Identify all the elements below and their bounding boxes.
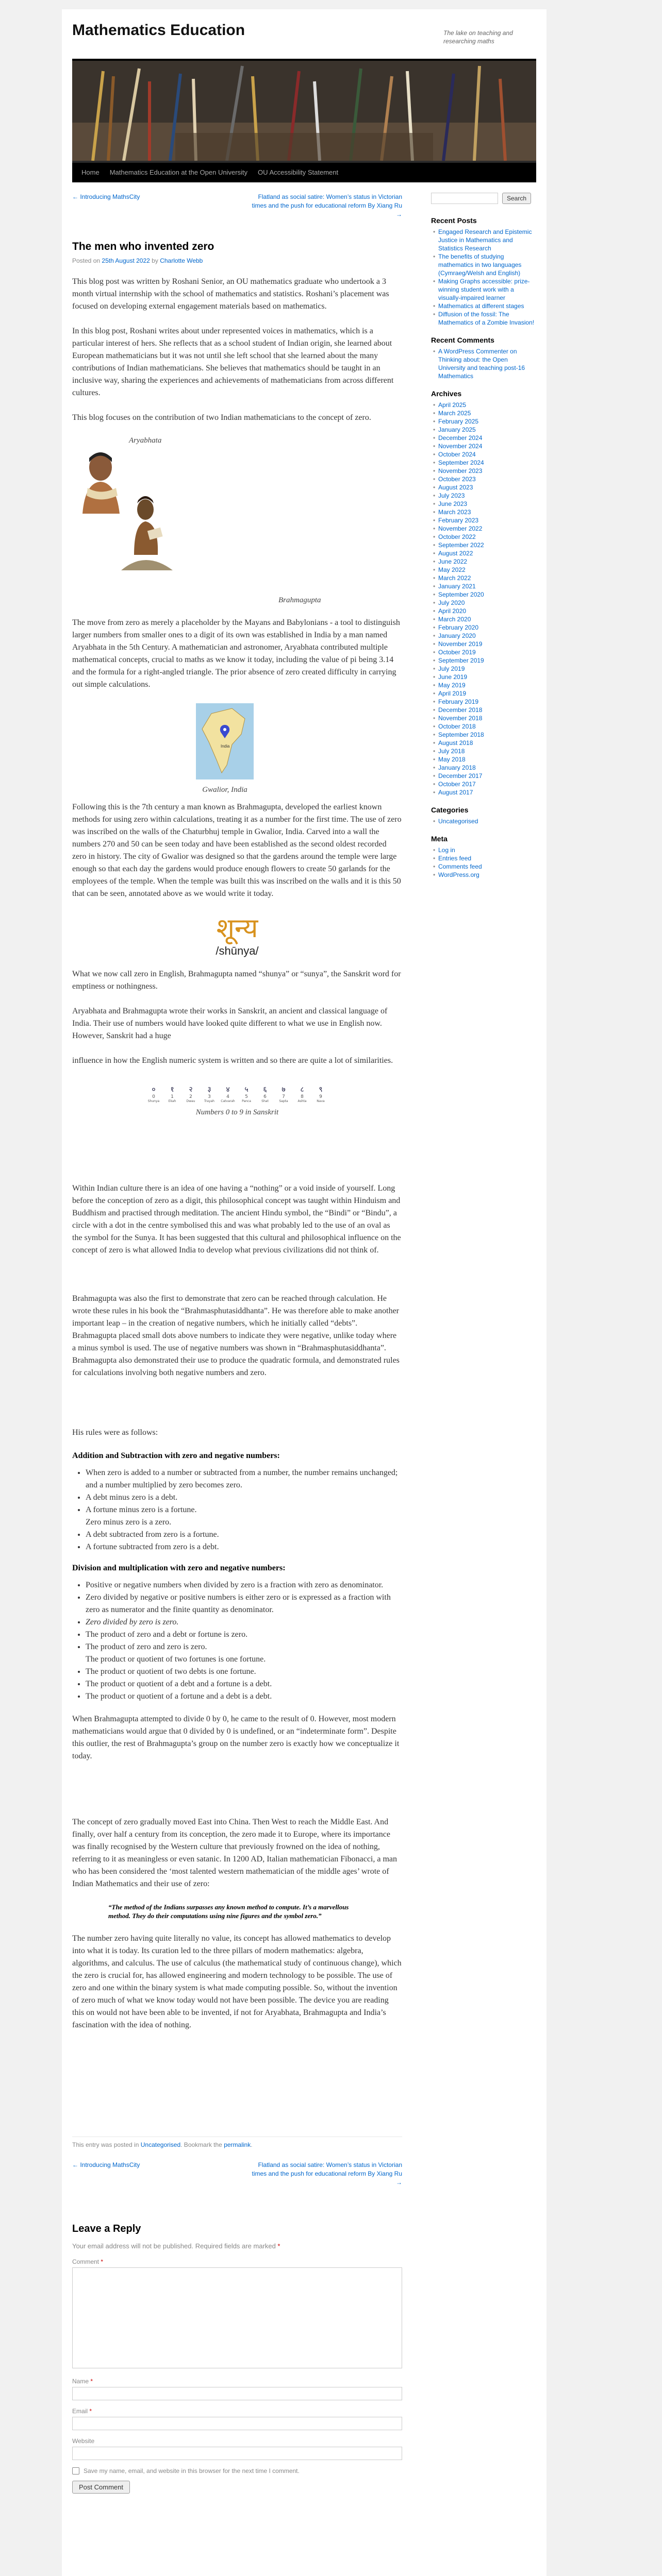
numeral-name: Shunya [147,1099,160,1103]
recent-post-link[interactable]: • Diffusion of the fossil: The Mathematics of a Zombie Invasion! [438,310,536,327]
post-meta [72,257,402,264]
numeral-name: Sapta [279,1099,288,1103]
paragraph: The number zero having quite literally no value, its concept has allowed mathematics to develop into what it is today. Its curation led to the three pillars of modern mathematics: algebra, algorithms, and calculus. The use of calculus (the mathematical study of continuous change), which the zero is crucial for, has allowed engineering and modern technology to be possible. The use of zero and one within the binary system is what made computing possible. So, without the invention of zero much of what we know today would not have been possible. The device you are reading this on would not have been able to be invented, if not for Aryabhata, Brahmagupta and India’s fascination with the idea of nothing. [72,1934,402,2029]
numeral-name: Trayah [204,1099,214,1103]
archive-link[interactable]: • January 2018 [438,764,536,772]
arabic-digit: 4 [226,1094,229,1099]
post-title: The men who invented zero [72,241,214,252]
search-button[interactable]: Search [502,193,531,204]
required-mark: * [89,2408,92,2415]
map-caption: Gwalior, India [202,786,247,794]
archive-link[interactable]: • May 2018 [438,755,536,764]
archive-link[interactable]: • November 2024 [438,442,536,450]
list-item: • The product of zero and zero is zero. [86,1641,402,1653]
archive-link[interactable]: • April 2025 [438,401,536,409]
email-field[interactable] [72,2417,402,2430]
archive-link[interactable]: • November 2019 [438,640,536,648]
comment-label-text: Comment [72,2258,100,2265]
archive-link[interactable]: • February 2019 [438,698,536,706]
arabic-digit: 2 [189,1094,192,1099]
recent-comments-list [431,347,536,380]
author-link[interactable]: Charlotte Webb [160,257,203,264]
meta-link[interactable]: • WordPress.org [438,871,536,879]
arabic-digit: 0 [152,1094,155,1099]
paragraph: His rules were as follows: [72,1428,158,1437]
nav-item-home[interactable]: Home [81,168,100,176]
name-field[interactable] [72,2387,402,2400]
archives-widget [431,389,536,796]
save-info-checkbox[interactable] [72,2467,79,2475]
search-form [431,193,536,204]
utility-prefix: This entry was posted in [72,2141,139,2148]
header-image [72,59,536,163]
meta-title: Meta [431,835,448,843]
list-item: The product or quotient of two fortunes is one fortune. [86,1655,266,1664]
site-description: The lake on teaching and researching maths [443,29,513,45]
recent-post-link[interactable]: • The benefits of studying mathematics in two languages (Cymraeg/Welsh and English) [438,252,536,277]
comment-label [72,2258,402,2265]
website-field[interactable] [72,2447,402,2460]
reply-title: Leave a Reply [72,2223,141,2234]
archive-link[interactable]: • August 2017 [438,788,536,796]
sanskrit-digit: ८ [300,1086,304,1094]
post-navigation-top [72,193,402,219]
save-info-label: Save my name, email, and website in this browser for the next time I comment. [84,2467,300,2475]
paragraph: This blog post was written by Roshani Senior, an OU mathematics graduate who undertook a 3 month virtual internship with the school of mathematics and statistics. Roshani’s placement was focused on developing external engagement materials based on mathematics. [72,277,389,311]
archive-link[interactable]: • October 2019 [438,648,536,656]
meta-link[interactable]: • Log in [438,846,536,854]
sidebar [431,193,536,879]
sanskrit-digit: ० [152,1086,156,1094]
post-comment-button[interactable]: Post Comment [72,2481,130,2494]
paragraph: The concept of zero gradually moved East into China. Then West to reach the Middle East. And finally, over half a century from its conception, the zero made it to Europe, where its importance was finally recognised by the Western culture that previously frowned on the idea of nothing, referring to it as meaningless or even satanic. In 1200 AD, Italian mathematician Fibonacci, a man who has been considered the ‘most talented western mathematician of the middle ages’ wrote of Indian Mathematics and their use of zero: [72,1818,398,1888]
archive-link[interactable]: • November 2018 [438,714,536,722]
meta-link[interactable]: • Entries feed [438,854,536,862]
meta-widget [431,835,536,879]
sanskrit-digit: १ [170,1086,174,1094]
list-item: • Positive or negative numbers when divided by zero is a fraction with zero as denominator. [86,1579,402,1591]
required-mark: * [90,2378,93,2385]
category-link[interactable]: • Uncategorised [438,817,536,825]
name-label-text: Name [72,2378,89,2385]
aryabhata-caption: Aryabhata [129,436,162,445]
sanskrit-digit: ९ [319,1086,323,1094]
numeral-cell [293,1084,311,1103]
numerals-caption: Numbers 0 to 9 in Sanskrit [195,1108,279,1116]
archive-link[interactable]: • March 2023 [438,508,536,516]
paragraph: Brahmagupta was also the first to demonstrate that zero can be reached through calculation. He wrote these rules in his book the “Brahmasphutasiddhanta”. He was therefore able to make another important leap – in the creation of negative numbers, which he initially called “debts”. Brahmagupta placed small dots above numbers to indicate they were negative, unlike today where a minus symbol is used. The use of negative numbers was shown in “Brahmasphutasiddhanta”. Brahmagupta also demonstrated their use to produce the quadratic formula, and demonstrated rules for calculations involving both negative numbers and zero. [72,1294,400,1377]
arabic-digit: 6 [263,1094,267,1099]
fibonacci-quote: “The method of the Indians surpasses any known method to compute. It’s a marvellous method. They do their computations using nine figures and the symbol zero.” [108,1903,349,1920]
list-item: • Zero divided by negative or positive numbers is either zero or is expressed as a fraction with zero as numerator and the finite quantity as denominator. [86,1591,402,1616]
archive-link[interactable]: • July 2018 [438,747,536,755]
numeral-cell [237,1084,256,1103]
list-item: • The product or quotient of two debts is one fortune. [86,1666,402,1678]
list-item: • A debt minus zero is a debt. [86,1492,402,1504]
sanskrit-digit: ४ [226,1086,230,1094]
rules-heading-division: Division and multiplication with zero and negative numbers: [72,1564,286,1572]
list-item: • Zero divided by zero is zero. [86,1616,402,1629]
required-mark: * [101,2258,104,2265]
list-item: • When zero is added to a number or subtracted from a number, the number remains unchanged; and a number multiplied by zero becomes zero. [86,1467,402,1492]
archive-link[interactable]: • February 2023 [438,516,536,524]
recent-post-link[interactable]: • Mathematics at different stages [438,302,536,310]
meta-by: by [152,257,158,264]
nav-item-accessibility[interactable]: OU Accessibility Statement [258,168,339,176]
rules-list-division [72,1579,402,1703]
archive-link[interactable]: • August 2023 [438,483,536,492]
arabic-digit: 7 [282,1094,285,1099]
archive-link[interactable]: • December 2018 [438,706,536,714]
archive-link[interactable]: • June 2023 [438,500,536,508]
post-date-link[interactable]: 25th August 2022 [102,257,150,264]
paragraph: When Brahmagupta attempted to divide 0 by 0, he came to the result of 0. However, most modern mathematicians would argue that 0 divided by 0 is undefined, or an “indeterminate form”. Despite this outlier, the rest of Brahmagupta’s group on the number zero is exactly how we conceptualize it today. [72,1715,400,1760]
reply-note [72,2242,402,2250]
archives-title: Archives [431,389,462,398]
sanskrit-digit: ६ [263,1086,267,1094]
archive-link[interactable]: • June 2019 [438,673,536,681]
numeral-row [144,1084,330,1103]
next-post-link[interactable]: Flatland as social satire: Women’s status in Victorian times and the push for educational reform By Xiang Ru → [252,193,402,218]
arabic-digit: 8 [301,1094,304,1099]
archive-link[interactable]: • April 2019 [438,689,536,698]
next-post-link[interactable]: Flatland as social satire: Women’s status in Victorian times and the push for educational reform By Xiang Ru → [252,2161,402,2186]
shunya-glyph: शून्य [216,913,258,944]
list-item: • A debt subtracted from zero is a fortune. [86,1529,402,1541]
archive-link[interactable]: • October 2022 [438,533,536,541]
meta-prefix: Posted on [72,257,101,264]
arabic-digit: 1 [171,1094,174,1099]
entry-utility [72,2137,402,2148]
archive-link[interactable]: • July 2020 [438,599,536,607]
archive-link[interactable]: • August 2018 [438,739,536,747]
archive-link[interactable]: • January 2025 [438,426,536,434]
recent-comment-link[interactable]: • A WordPress Commenter on Thinking about: the Open University and teaching post-16 Mathematics [438,347,536,380]
archive-link[interactable]: • August 2022 [438,549,536,557]
recent-posts-widget [431,216,536,327]
brahmagupta-caption: Brahmagupta [278,596,321,604]
post-body [72,276,402,2031]
list-item: • The product of zero and a debt or fortune is zero. [86,1629,402,1641]
permalink-link[interactable]: permalink [224,2141,251,2148]
name-label [72,2378,402,2385]
archive-link[interactable]: • March 2020 [438,615,536,623]
sanskrit-digit: ७ [282,1086,286,1094]
paragraph: influence in how the English numeric system is written and so there are quite a lot of similarities. [72,1056,393,1065]
numeral-name: Catvarah [221,1099,235,1103]
shunya-figure [72,912,402,958]
arabic-digit: 9 [319,1094,322,1099]
archive-link[interactable]: • October 2018 [438,722,536,731]
paragraph: Aryabhata and Brahmagupta wrote their works in Sanskrit, an ancient and classical language of India. Their use of numbers would have looked quite different to what we use in English now. However, Sanskrit had a huge [72,1007,388,1040]
save-info-row [72,2467,402,2475]
paragraph: The move from zero as merely a placeholder by the Mayans and Babylonians - a tool to distinguish larger numbers from smaller ones to a digit of its own was established in India by a man named Aryabhata in the 5th Century. A mathematician and astronomer, Aryabhata contributed multiple mathematical concepts, crucial to maths as we know it today, including the value of pi being 3.14 and the formula for a right-angled triangle. The prior absence of zero created difficulty in carrying out simple calculations. [72,618,400,689]
sanskrit-numerals-figure [72,1079,402,1121]
list-item: Zero minus zero is a zero. [86,1518,172,1527]
numeral-name: Panca [242,1099,251,1103]
archives-list [431,401,536,796]
rules-heading-addition: Addition and Subtraction with zero and negative numbers: [72,1451,280,1460]
list-item: • The product or quotient of a debt and a fortune is a debt. [86,1678,402,1690]
numeral-cell [163,1084,181,1103]
rules-list-addition [72,1467,402,1553]
main-content [72,193,402,2494]
recent-post-link[interactable]: • Engaged Research and Epistemic Justice in Mathematics and Statistics Research [438,228,536,252]
archive-link[interactable]: • September 2019 [438,656,536,665]
archive-link[interactable]: • February 2020 [438,623,536,632]
page [62,9,547,2576]
email-label [72,2408,402,2415]
paragraph: This blog focuses on the contribution of two Indian mathematicians to the concept of zero. [72,413,371,422]
archive-link[interactable]: • December 2017 [438,772,536,780]
archive-link[interactable]: • September 2018 [438,731,536,739]
archive-link[interactable]: • June 2022 [438,557,536,566]
numeral-cell [200,1084,219,1103]
categories-title: Categories [431,806,469,814]
archive-link[interactable]: • September 2020 [438,590,536,599]
shunya-transliteration: /shūnya/ [216,944,259,957]
numeral-name: Nava [317,1099,325,1103]
arabic-digit: 5 [245,1094,248,1099]
numeral-name: Shat [261,1099,269,1103]
numeral-cell [144,1084,163,1103]
post-navigation-bottom [72,2161,402,2187]
recent-posts-title: Recent Posts [431,216,477,225]
archive-link[interactable]: • May 2022 [438,566,536,574]
archive-link[interactable]: • April 2020 [438,607,536,615]
categories-widget [431,806,536,825]
archive-link[interactable]: • July 2019 [438,665,536,673]
list-item: • A fortune minus zero is a fortune. [86,1504,402,1516]
archive-link[interactable]: • January 2021 [438,582,536,590]
numeral-cell [181,1084,200,1103]
archive-link[interactable]: • March 2025 [438,409,536,417]
recent-post-link[interactable]: • Making Graphs accessible: prize-winning student work with a visually-impaired learner [438,277,536,302]
numeral-name: Ashta [297,1099,307,1103]
paragraph: What we now call zero in English, Brahmagupta named “shunya” or “sunya”, the Sanskrit word for emptiness or nothingness. [72,970,401,991]
comment-textarea[interactable] [72,2267,402,2368]
nav-item-maths-education[interactable]: Mathematics Education at the Open University [109,168,248,176]
archive-link[interactable]: • July 2023 [438,492,536,500]
website-label: Website [72,2437,95,2445]
india-map [196,703,254,779]
sanskrit-digit: ५ [244,1086,249,1094]
archive-link[interactable]: • October 2017 [438,780,536,788]
categories-list [431,817,536,825]
numeral-cell [311,1084,330,1103]
search-input[interactable] [431,193,498,204]
archive-link[interactable]: • September 2022 [438,541,536,549]
recent-comments-title: Recent Comments [431,336,494,344]
list-item: • The product or quotient of a fortune and a debt is a debt. [86,1690,402,1703]
meta-link[interactable]: • Comments feed [438,862,536,871]
archive-link[interactable]: • February 2025 [438,417,536,426]
map-label: India [221,744,230,749]
archive-link[interactable]: • October 2023 [438,475,536,483]
paragraph: In this blog post, Roshani writes about under represented voices in mathematics, which is a particular interest of hers. She reflects that as a school student of Indian origin, she learned about European mathematicians but it was not until she left school that she learned about the many contributions of Indian mathematicians. She believes that mathematics should be taught in an inclusive way, sharing the experiences and achievements of mathematicians from across different cultures. [72,327,394,397]
reply-note-text: Your email address will not be published. Required fields are marked [72,2242,276,2250]
category-link[interactable]: Uncategorised [140,2141,181,2148]
numeral-name: Dwau [186,1099,195,1103]
paragraph: Within Indian culture there is an idea of one having a “nothing” or a void inside of yourself. Long before the conception of zero as a digit, this philosophical concept was taught within Hinduism and Buddhism and practised through meditation. The ancient Hindu symbol, the “Bindi” or “Bindu”, a circle with a dot in the centre symbolised this and was what probably led to the use of an oval as the symbol for the Sunya. It has been suggested that this cultural and philosophical influence on the concept of zero is what allowed India to develop what previous civilizations did not think of. [72,1184,401,1255]
utility-end: . [251,2141,253,2148]
arabic-digit: 3 [208,1094,211,1099]
archive-link[interactable]: • March 2022 [438,574,536,582]
list-item: • A fortune subtracted from zero is a debt. [86,1541,402,1553]
numeral-cell [274,1084,293,1103]
previous-post-link[interactable]: ← Introducing MathsCity [72,193,140,200]
meta-list [431,846,536,879]
archive-link[interactable]: • November 2023 [438,467,536,475]
paragraph: Following this is the 7th century a man known as Brahmagupta, developed the earliest known methods for using zero within calculations, treating it as a number for the first time. The use of zero was inscribed on the walls of the Chaturbhuj temple in Gwalior, India. Carved into a wall the numbers 270 and 50 can be seen today and have been established as the second oldest recorded zero in history. The city of Gwalior was designed so that the gardens around the temple were large enough so that each day the gardens would produce enough flowers to create 50 garlands for the employees of the temple. When the temple was built this was inscribed on the walls and it is this 50 that can be seen, annotated above as we would write it today. [72,803,402,898]
required-mark: * [277,2242,280,2250]
numeral-cell [256,1084,274,1103]
brahmagupta-portrait [119,493,175,575]
site-title[interactable]: Mathematics Education [72,22,245,39]
previous-post-link[interactable]: ← Introducing MathsCity [72,2161,140,2168]
main-navigation [72,163,536,182]
numeral-name: Ekah [168,1099,176,1103]
mathematicians-figure [72,436,402,617]
utility-mid: . Bookmark the [180,2141,222,2148]
sanskrit-digit: २ [189,1086,193,1094]
recent-comments-widget [431,336,536,380]
archive-link[interactable]: • October 2024 [438,450,536,459]
archive-link[interactable]: • May 2019 [438,681,536,689]
sanskrit-digit: ३ [207,1086,211,1094]
archive-link[interactable]: • September 2024 [438,459,536,467]
recent-posts-list [431,228,536,327]
numeral-cell [219,1084,237,1103]
archive-link[interactable]: • November 2022 [438,524,536,533]
map-figure [72,703,402,801]
archive-link[interactable]: • December 2024 [438,434,536,442]
email-label-text: Email [72,2408,88,2415]
archive-link[interactable]: • January 2020 [438,632,536,640]
